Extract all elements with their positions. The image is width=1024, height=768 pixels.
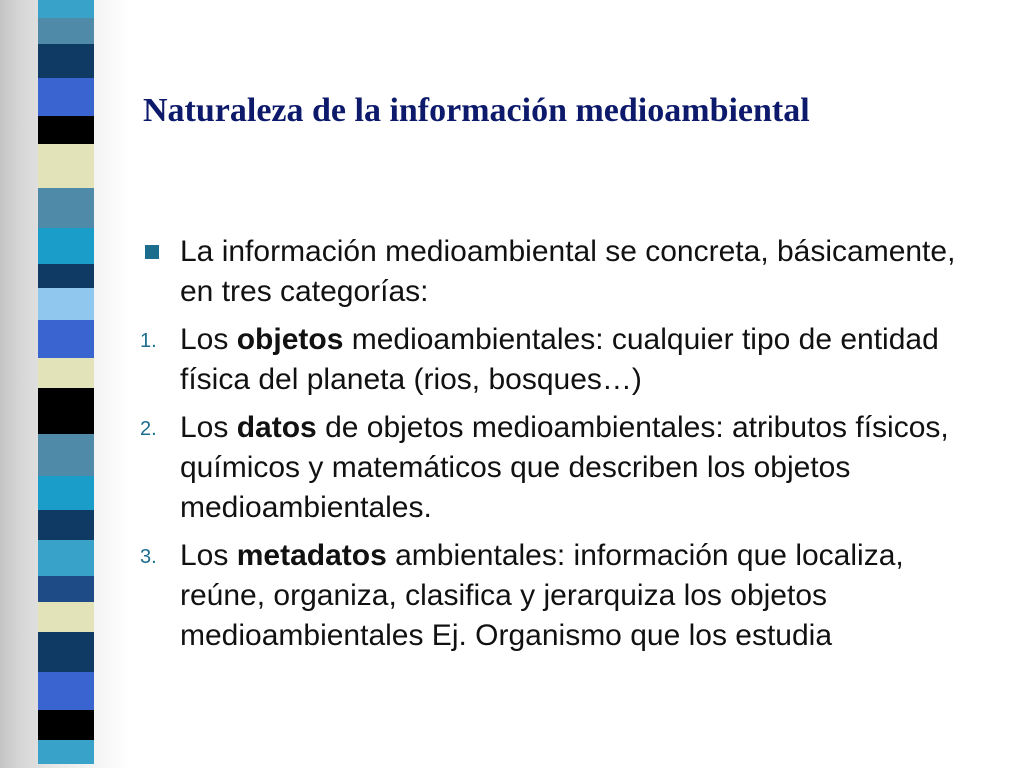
item-text-after: medioambientales: cualquier tipo de entidad física del planeta (rios, bosques…): [180, 323, 939, 396]
band-segment: [38, 632, 94, 672]
band-segment: [38, 0, 94, 18]
intro-bullet: [140, 232, 970, 312]
band-segment: [38, 476, 94, 510]
item-text-after: ambientales: información que localiza, reúne, organiza, clasifica y jerarquiza los objetos medioambientales Ej. Organismo que los estudia: [180, 539, 904, 652]
slide-content: [140, 232, 970, 664]
item-text-before: Los: [180, 411, 237, 444]
band-segment: [38, 144, 94, 188]
slide-title: Naturaleza de la información medioambiental: [143, 92, 810, 129]
band-segment: [38, 228, 94, 264]
item-keyword: datos: [236, 411, 317, 444]
intro-text: La información medioambiental se concreta, básicamente, en tres categorías:: [180, 235, 956, 308]
band-segment: [38, 358, 94, 388]
item-number: 3.: [140, 546, 157, 568]
band-segment: [38, 510, 94, 540]
item-keyword: metadatos: [236, 539, 387, 572]
band-segment: [38, 44, 94, 78]
band-segment: [38, 188, 94, 228]
list-item: [140, 408, 970, 528]
band-segment: [38, 320, 94, 358]
band-segment: [38, 288, 94, 320]
item-number: 2.: [140, 418, 157, 440]
band-segment: [38, 434, 94, 476]
item-text-before: Los: [180, 539, 237, 572]
item-text-before: Los: [180, 323, 237, 356]
band-segment: [38, 388, 94, 434]
band-segment: [38, 602, 94, 632]
item-keyword: objetos: [236, 323, 344, 356]
band-segment: [38, 540, 94, 576]
item-text-after: de objetos medioambientales: atributos físicos, químicos y matemáticos que describen los objetos medioambientales.: [180, 411, 949, 524]
list-item: [140, 320, 970, 400]
band-segment: [38, 18, 94, 44]
band-segment: [38, 710, 94, 740]
list-item: [140, 536, 970, 656]
band-segment: [38, 672, 94, 710]
square-bullet-icon: [145, 245, 159, 259]
decorative-band: [38, 0, 94, 768]
band-segment: [38, 116, 94, 144]
band-segment: [38, 78, 94, 116]
band-segment: [38, 576, 94, 602]
band-segment: [38, 264, 94, 288]
item-number: 1.: [140, 330, 157, 352]
band-segment: [38, 740, 94, 764]
